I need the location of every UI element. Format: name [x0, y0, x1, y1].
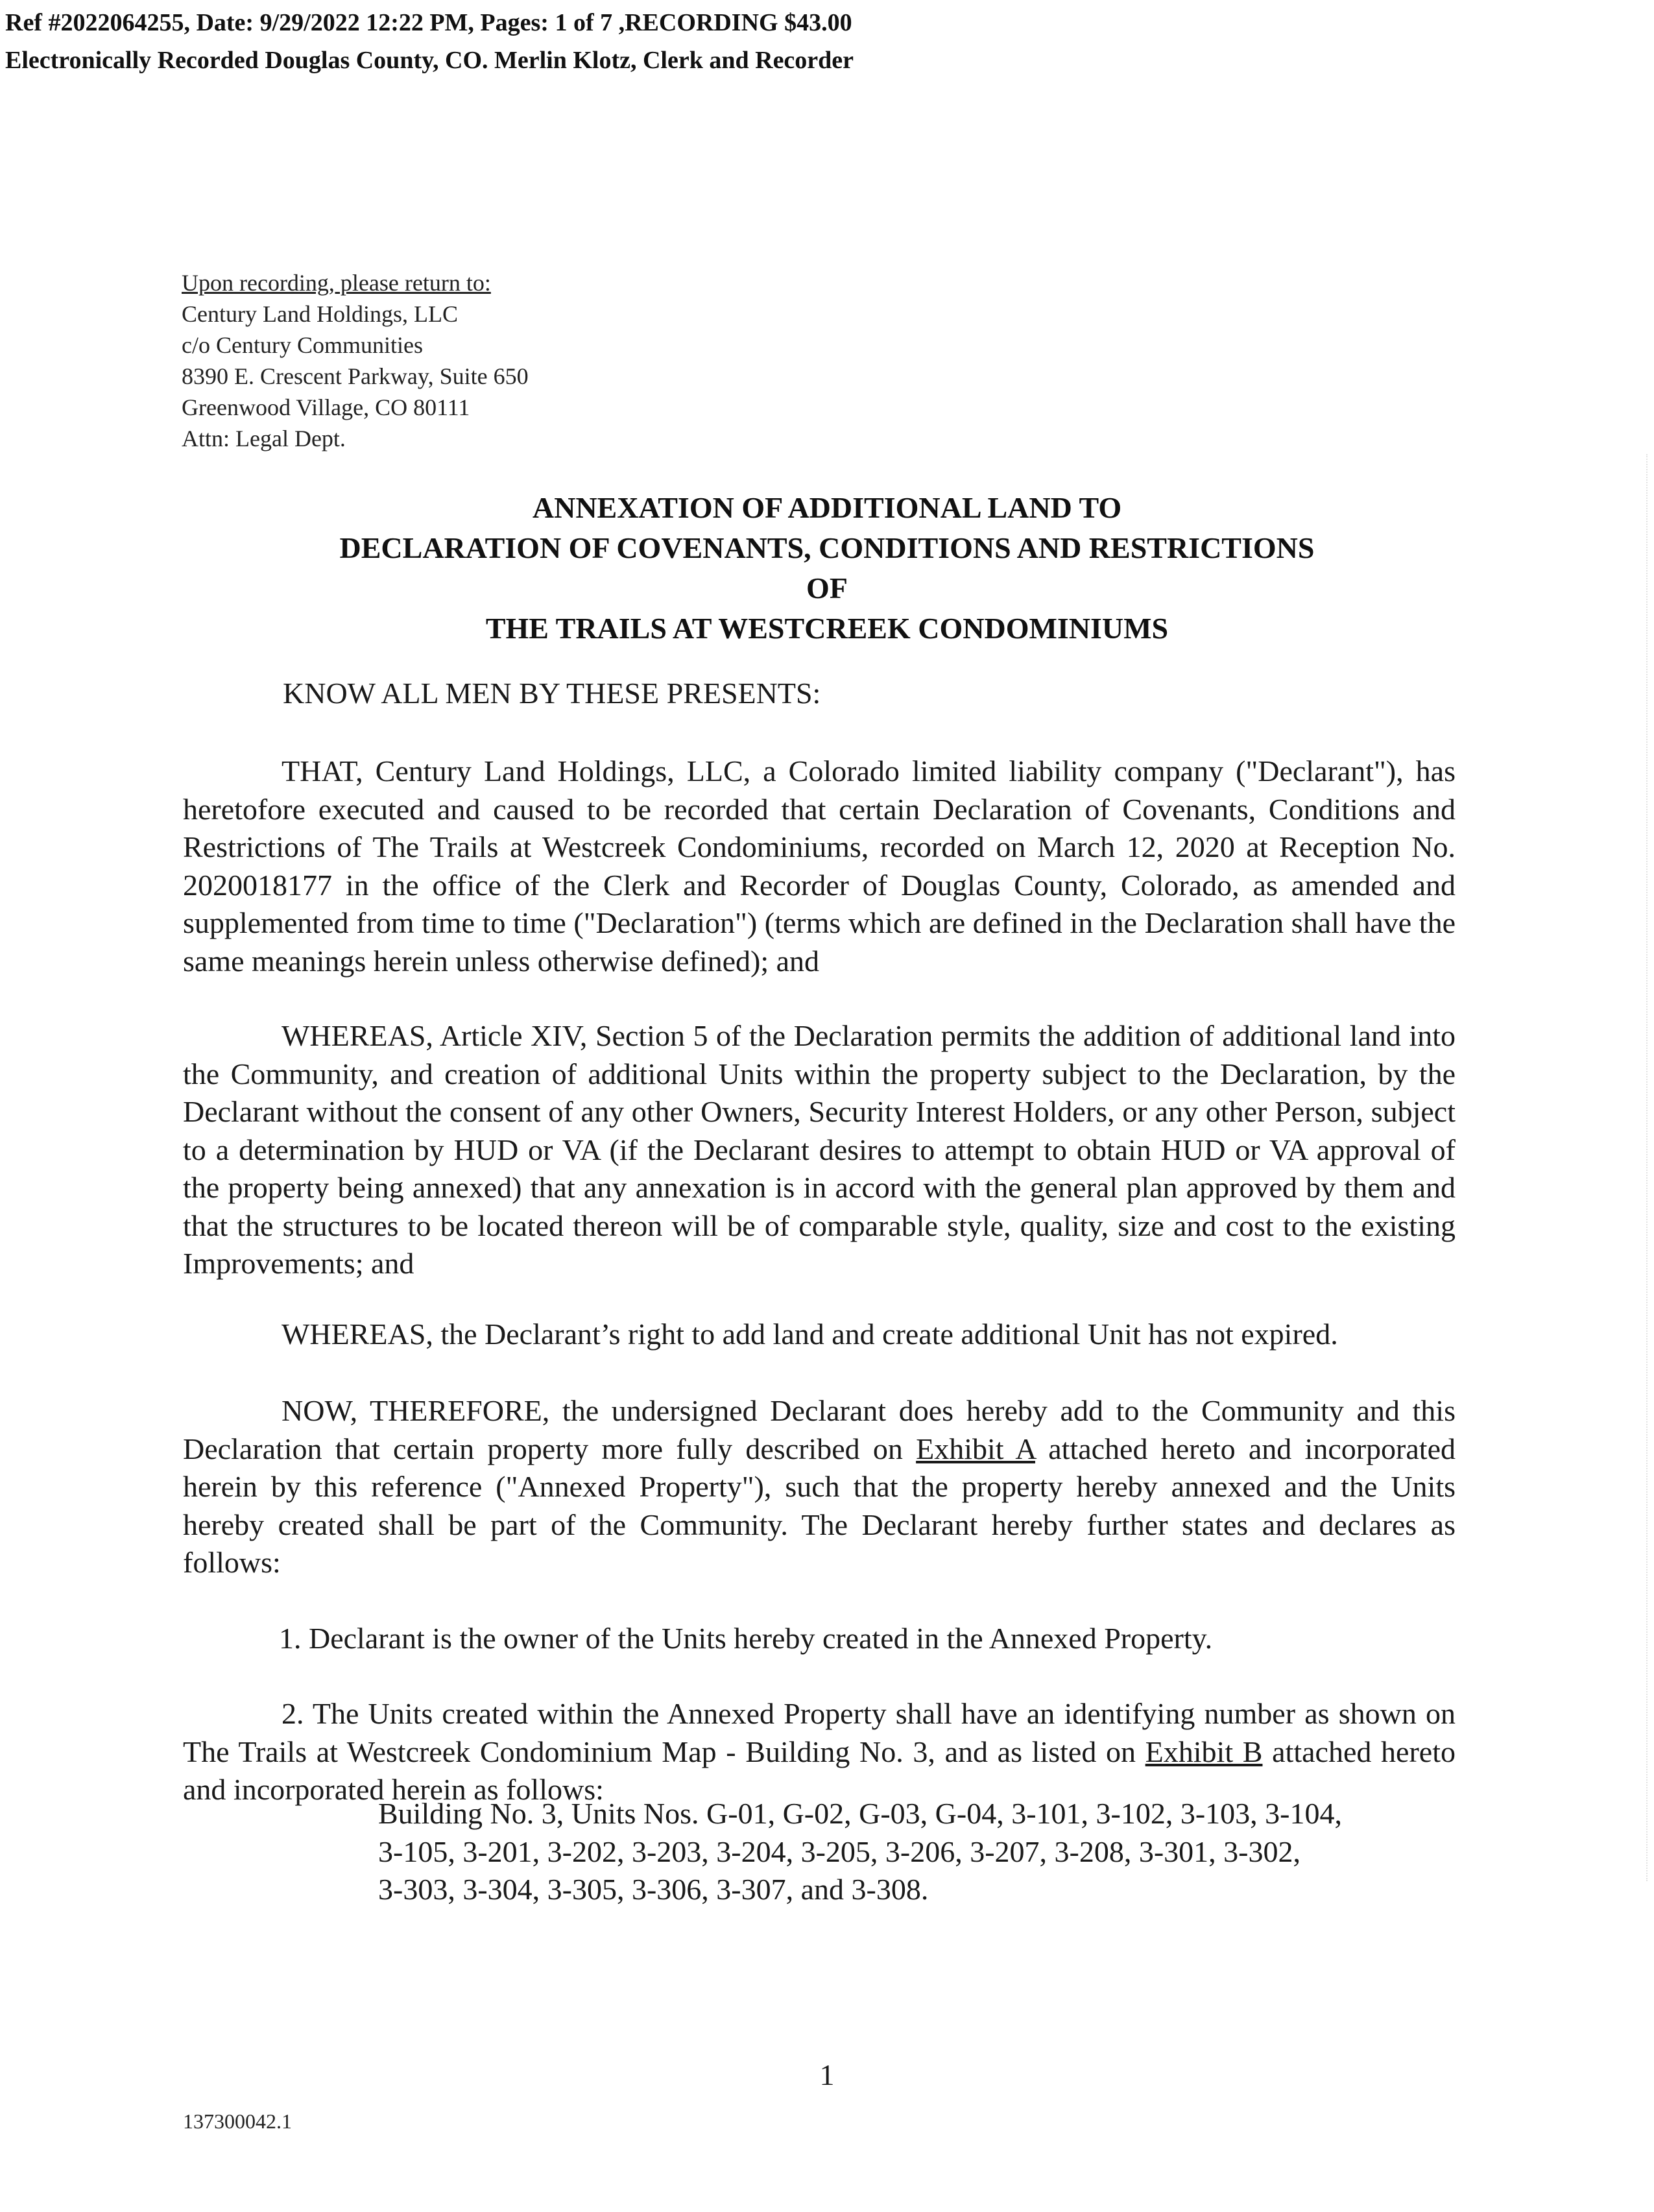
return-line: Greenwood Village, CO 80111 — [182, 394, 470, 420]
return-line: Century Land Holdings, LLC — [182, 301, 458, 327]
exhibit-b-reference: Exhibit B — [1145, 1735, 1263, 1768]
recording-header-line-2: Electronically Recorded Douglas County, CO. Merlin Klotz, Clerk and Recorder — [5, 47, 854, 74]
return-line: c/o Century Communities — [182, 332, 423, 358]
paragraph-whereas-article: WHEREAS, Article XIV, Section 5 of the Declaration permits the addition of additional land into the Community, and creation of additional Units within the property subject to the Declaration, by the Declarant without the consent of any other Owners, Security Interest Holders, or any other Person, subject to a determination by HUD or VA (if the Declarant desires to attempt to obtain HUD or VA approval of the property being annexed) that any annexation is in accord with the general plan approved by them and that the structures to be located thereon will be of comparable style, quality, size and cost to the existing Improvements; and — [183, 1019, 1456, 1280]
return-heading: Upon recording, please return to: — [182, 270, 491, 296]
units-list — [378, 1795, 1455, 1909]
title-line: THE TRAILS AT WESTCREEK CONDOMINIUMS — [485, 612, 1169, 645]
paragraph-know-all-men: KNOW ALL MEN BY THESE PRESENTS: — [283, 677, 821, 710]
units-line: Building No. 3, Units Nos. G-01, G-02, G-03, G-04, 3-101, 3-102, 3-103, 3-104, — [378, 1797, 1342, 1830]
recording-header — [5, 4, 854, 79]
title-line: OF — [806, 571, 848, 605]
exhibit-a-reference: Exhibit A — [916, 1432, 1035, 1465]
paragraph-now-therefore — [183, 1392, 1456, 1582]
page-number: 1 — [819, 2058, 835, 2091]
return-line: Attn: Legal Dept. — [182, 426, 346, 451]
units-line: 3-105, 3-201, 3-202, 3-203, 3-204, 3-205, 3-206, 3-207, 3-208, 3-301, 3-302, — [378, 1834, 1301, 1868]
scan-margin-artifact — [1644, 454, 1648, 1881]
paragraph-item-1: 1. Declarant is the owner of the Units hereby created in the Annexed Property. — [279, 1622, 1213, 1655]
recording-header-line-1: Ref #2022064255, Date: 9/29/2022 12:22 PM, Pages: 1 of 7 ,RECORDING $43.00 — [5, 9, 852, 36]
paragraph-now-therefore-text-a: NOW, THEREFORE, the undersigned Declarant does hereby add to the Community and this Declaration that certain property more fully described on — [183, 1394, 1456, 1465]
paragraph-that: THAT, Century Land Holdings, LLC, a Colorado limited liability company ("Declarant"), has heretofore executed and caused to be recorded that certain Declaration of Covenants, Conditions and Restrictions of The Trails at Westcreek Condominiums, recorded on March 12, 2020 at Reception No. 2020018177 in the office of the Clerk and Recorder of Douglas County, Colorado, as amended and supplemented from time to time ("Declaration") (terms which are defined in the Declaration shall have the same meanings herein unless otherwise defined); and — [183, 754, 1456, 978]
document-id: 137300042.1 — [183, 2110, 292, 2133]
paragraph-item-2 — [183, 1695, 1456, 1809]
document-title — [0, 488, 1654, 649]
paragraph-whereas-right: WHEREAS, the Declarant’s right to add land and create additional Unit has not expired. — [282, 1317, 1338, 1351]
units-line: 3-303, 3-304, 3-305, 3-306, 3-307, and 3-308. — [378, 1873, 929, 1906]
paragraph-item-2-text-a: 2. The Units created within the Annexed Property shall have an identifying number as shown on The Trails at Westcreek Condominium Map - Building No. 3, and as listed on — [183, 1697, 1456, 1768]
return-line: 8390 E. Crescent Parkway, Suite 650 — [182, 363, 529, 389]
title-line: ANNEXATION OF ADDITIONAL LAND TO — [532, 491, 1122, 524]
paragraph-item-2-text-b: attached hereto and incorporated herein as follows: — [183, 1735, 1456, 1806]
paragraph-now-therefore-text-b: attached hereto and incorporated herein by this reference ("Annexed Property"), such that the property hereby annexed and the Units hereby created shall be part of the Community. The Declarant hereby further states and declares as follows: — [183, 1432, 1456, 1579]
title-line: DECLARATION OF COVENANTS, CONDITIONS AND RESTRICTIONS — [339, 531, 1315, 564]
return-address-block — [182, 267, 529, 454]
